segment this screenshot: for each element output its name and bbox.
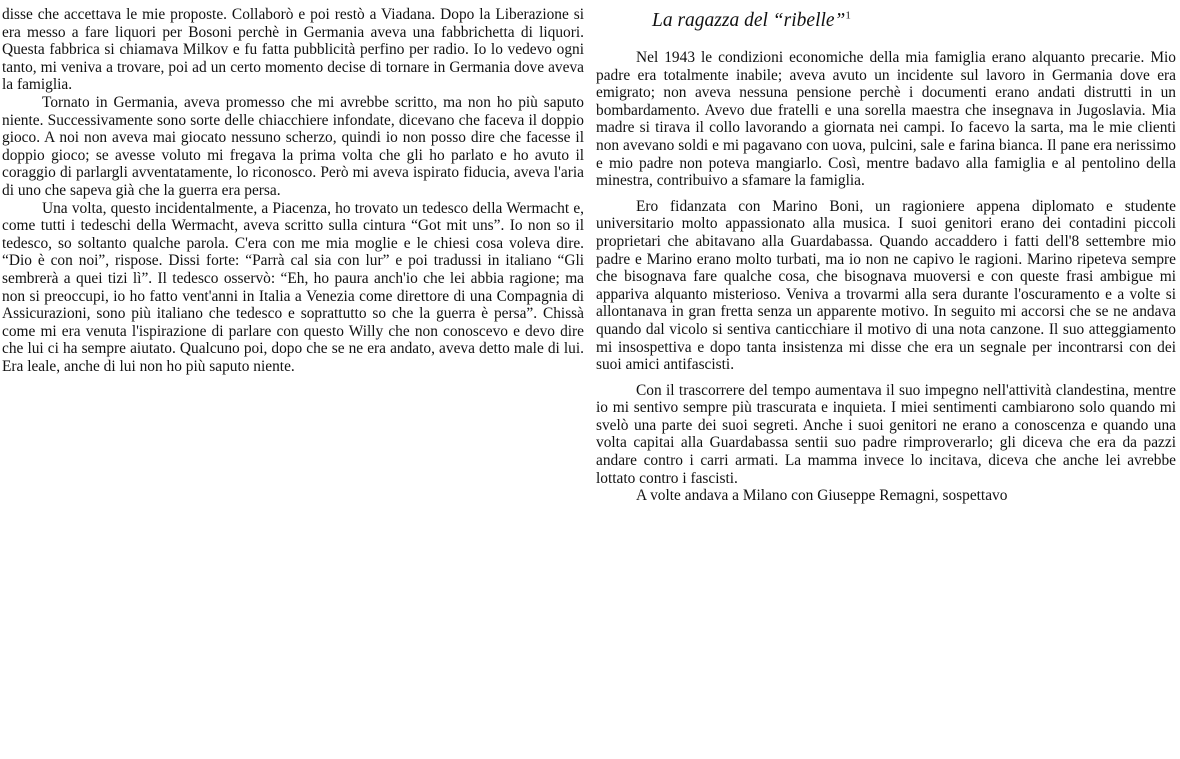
paragraph-3: Una volta, questo incidentalmente, a Piacenza, ho trovato un tedesco della Wermacht e, come tutti i tedeschi della Wermacht, aveva scritto sulla cintura “Got mit uns”. Io non so il tedesco, so soltanto qualche parola. C'era con me mia moglie e le chiesi cosa voleva dire. “Dio è con noi”, rispose. Dissi forte: “Parrà cal sia con lur” e poi tradussi in italiano “Gli sembrerà a quei tizi lì”. Il tedesco osservò: “Eh, ho paura anch'io che lei abbia ragione; ma non si preoccupi, io ho fatto vent'anni in Italia a Venezia come direttore di una Compagnia di Assicurazioni, sono più italiano che tedesco e soprattutto so che la guerra è persa”. Chissà come mi era venuta l'ispirazione di parlare con questo Willy che non conoscevo e devo dire che lui ci ha sempre aiutato. Qualcuno poi, dopo che se ne era andato, aveva detto male di lui. Era leale, anche di lui non ho più saputo niente.: [2, 199, 584, 375]
right-column: [596, 6, 1176, 505]
paragraph-4: A volte andava a Milano con Giuseppe Remagni, sospettavo: [636, 487, 1008, 505]
paragraph-3: Con il trascorrere del tempo aumentava il suo impegno nell'attività clandestina, mentre io mi sentivo sempre più trascurata e inquieta. I miei sentimenti cambiarono solo quando mi svelò una parte dei suoi segreti. Anche i suoi genitori ne erano a conoscenza e quando una volta capitai alla Guardabassa sentii suo padre rimproverarlo; gli diceva che era da pazzi andare contro i carri armati. La mamma invece lo incitava, diceva che anche lei avrebbe lottato contro i fascisti.: [596, 381, 1176, 487]
section-title-text: La ragazza del “ribelle”: [652, 10, 846, 31]
paragraph-2: Tornato in Germania, aveva promesso che mi avrebbe scritto, ma non ho più saputo niente. Successivamente sono sorte delle chiacchiere infondate, dicevano che faceva il doppio gioco. A noi non aveva mai giocato nessuno scherzo, quindi io non posso dire che facesse il doppio gioco; se avesse voluto mi fregava la prima volta che gli ho parlato e ho avuto il coraggio di parlargli avventatamente, lo riconosco. Però mi aveva ispirato fiducia, aveva l'aria di uno che sapeva già che la guerra era persa.: [2, 93, 584, 199]
paragraph-1: Nel 1943 le condizioni economiche della mia famiglia erano alquanto precarie. Mio padre era totalmente inabile; aveva avuto un incidente sul lavoro in Germania dove era emigrato; non aveva nessuna pensione perchè i documenti erano andati distrutti in un bombardamento. Avevo due fratelli e una sorella maestra che insegnava in Jugoslavia. Mia madre si tirava il collo lavorando a giornata nei campi. Io facevo la sarta, ma le mie clienti non avevano soldi e mi pagavano con uova, pulcini, sale e farina bianca. Il pane era nerissimo e mio padre non poteva mangiarlo. Così, mentre badavo alla famiglia e al pentolino della minestra, contribuivo a sfamare la famiglia.: [596, 49, 1176, 190]
left-column: [2, 6, 584, 375]
paragraph-2: Ero fidanzata con Marino Boni, un ragioniere appena diplomato e studente universitario molto appassionato alla musica. I suoi genitori erano dei contadini piccoli proprietari che abitavano alla Guardabassa. Quando accaddero i fatti dell'8 settembre mio padre e Marino erano molto turbati, ma io non ne capivo le ragioni. Marino ripeteva sempre che bisognava fare qualche cosa, che bisognava muoversi e con queste frasi ambigue mi appariva alquanto misterioso. Veniva a trovarmi alla sera durante l'oscuramento e a volte si allontanava in gran fretta senza un apparente motivo. In seguito mi accorsi che se ne andava quando dal vicolo si sentiva canticchiare il motivo di una nota canzone. Il suo atteggiamento mi insospettiva e dopo tanta insistenza mi disse che era un segnale per incontrarsi con dei suoi amici antifascisti.: [596, 197, 1176, 374]
section-title: [652, 10, 1176, 32]
footnote-marker: 1: [845, 9, 851, 22]
paragraph-1: disse che accettava le mie proposte. Collaborò e poi restò a Viadana. Dopo la Liberazione si era messo a fare liquori per Bosoni perchè in Germania aveva una fabbrichetta di liquori. Questa fabbrica si chiamava Milkov e fu fatta pubblicità perfino per radio. Io lo vedevo ogni tanto, mi veniva a trovare, poi ad un certo momento decise di tornare in Germania dove aveva la famiglia.: [2, 6, 584, 94]
